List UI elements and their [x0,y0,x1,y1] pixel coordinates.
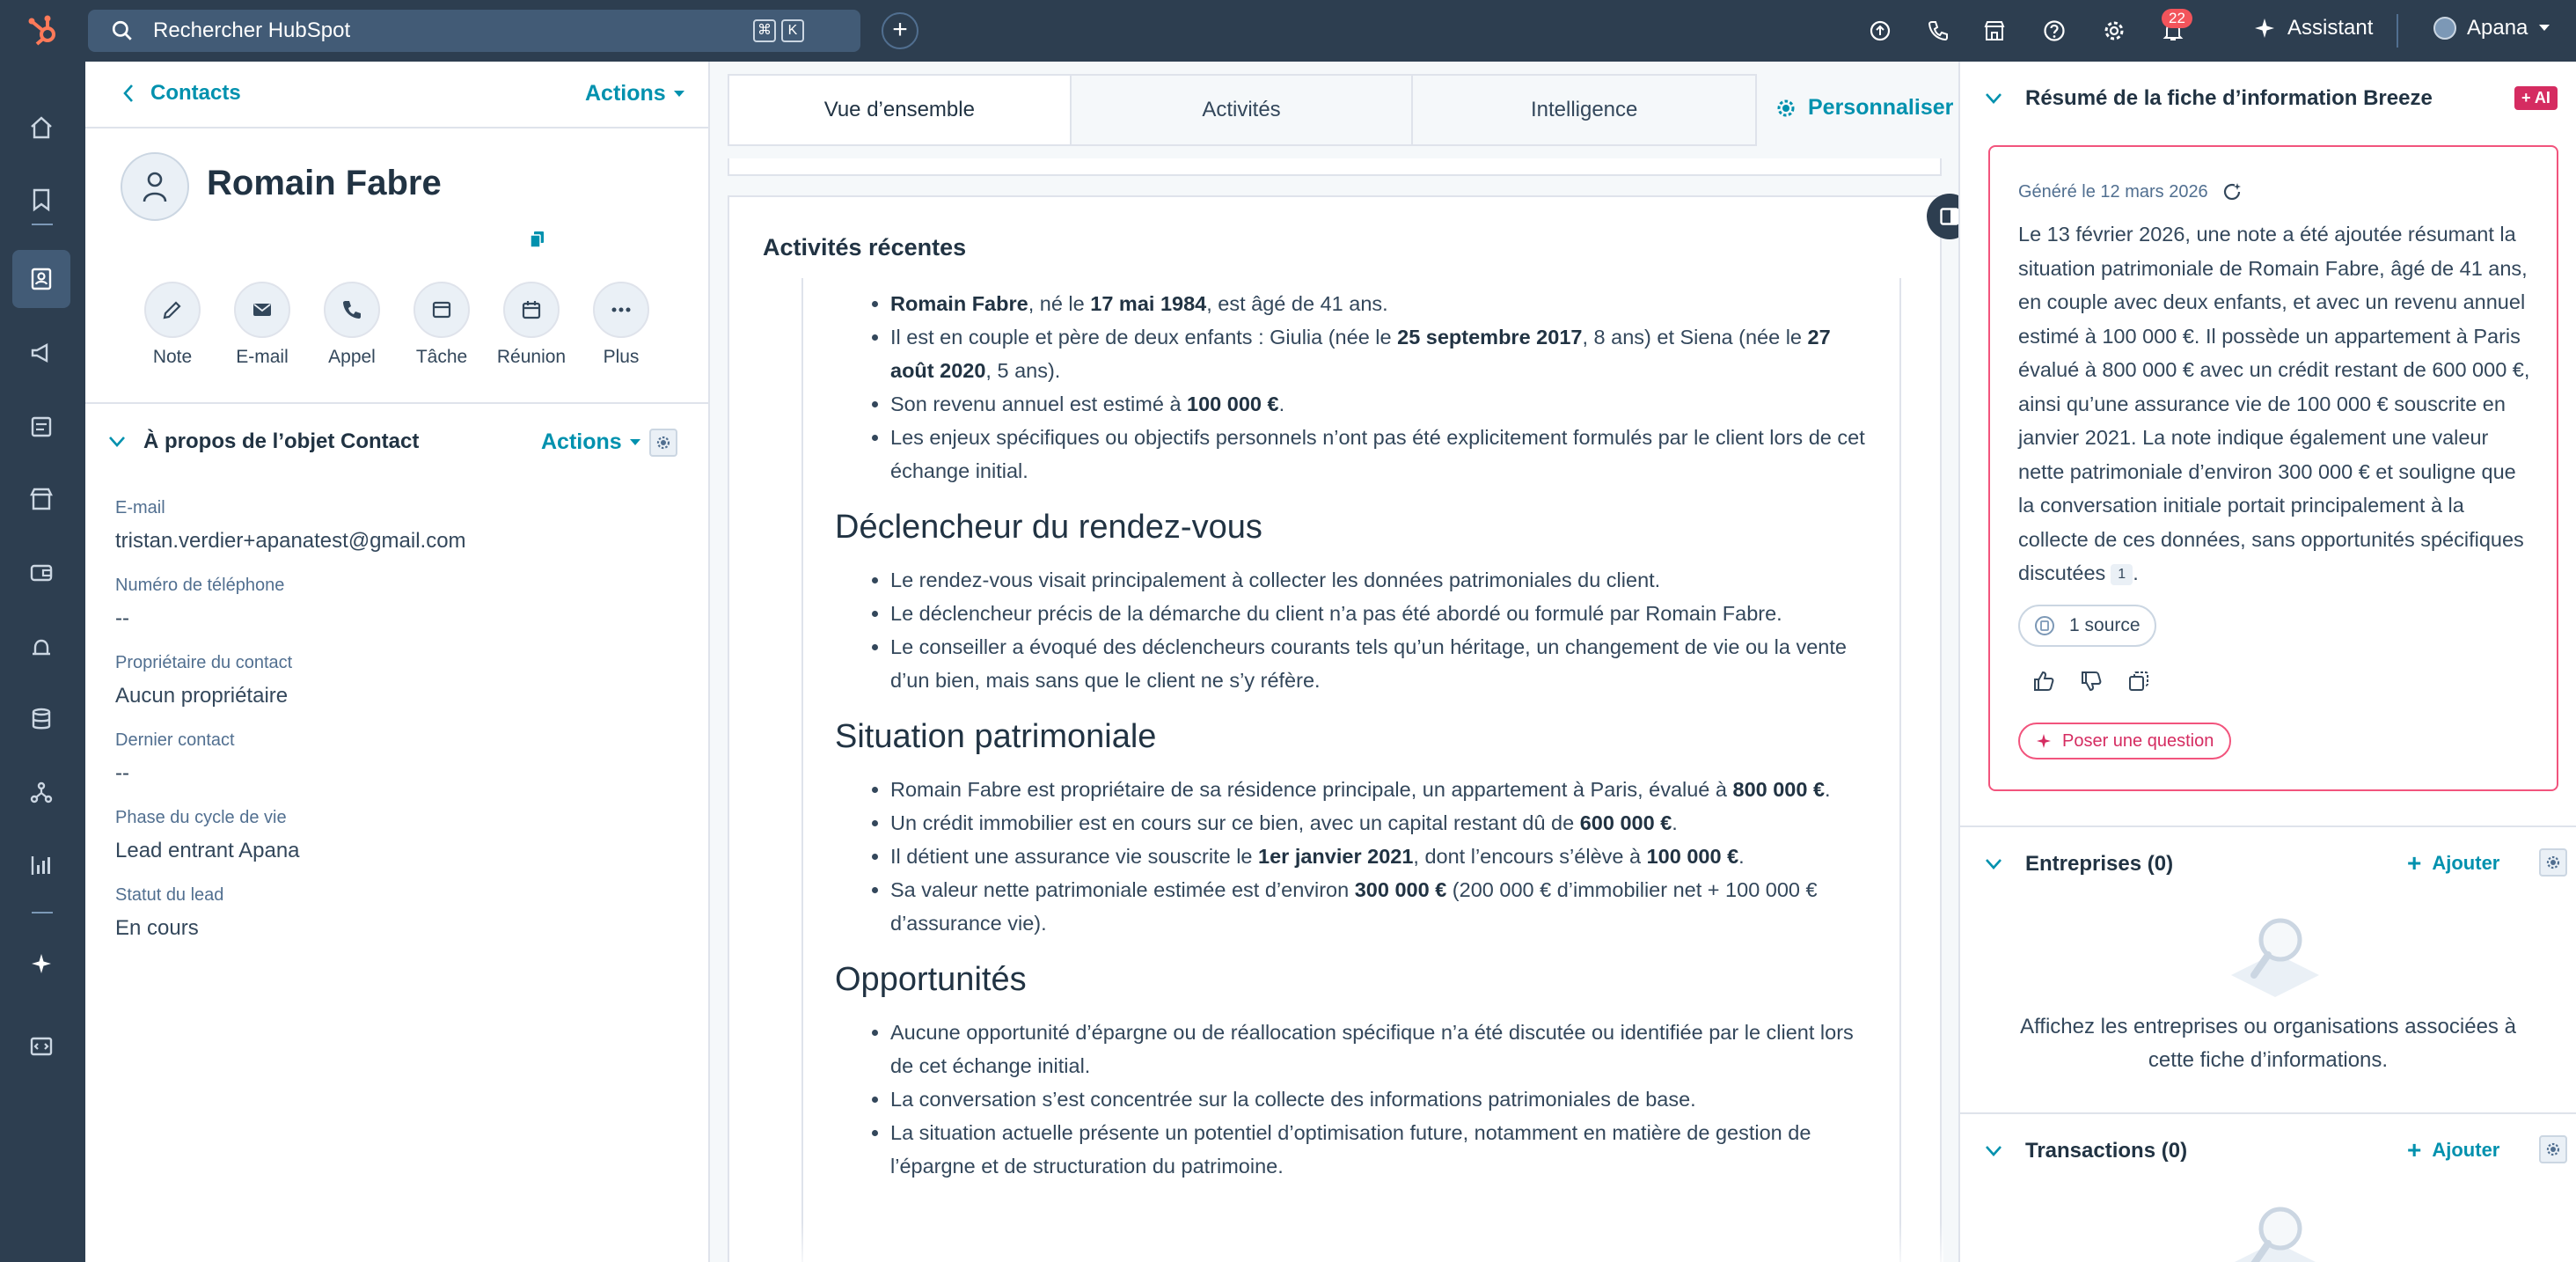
call-action-button[interactable]: Appel [308,282,396,368]
settings-gear-icon[interactable] [2101,18,2127,44]
notification-count-badge: 22 [2162,9,2192,28]
breeze-summary-card [1988,145,2558,791]
nav-reporting-icon[interactable] [12,836,70,894]
plus-icon: + [2407,1136,2422,1163]
nav-bookmarks-icon[interactable] [12,171,70,229]
copy-icon[interactable] [2127,670,2150,693]
sidebar-divider [1960,1112,2576,1114]
more-actions-button[interactable]: Plus [577,282,665,368]
sparkle-icon [2036,733,2052,749]
contact-avatar[interactable] [121,152,189,221]
property-email[interactable]: E-mail tristan.verdier+apanatest@gmail.com [115,498,466,553]
note-content [835,287,1873,1183]
add-deal-button[interactable]: + Ajouter [2407,1136,2500,1163]
list-item: • Le conseiller a évoqué des déclencheurs courants tels qu’un héritage, un changement de vie ou la vente d’un bien, mais sans que le client ne s’y réfère. [890,630,1873,697]
topbar-divider [2397,14,2398,48]
account-menu[interactable]: Apana [2433,16,2550,40]
companies-section-toggle[interactable]: Entreprises (0) [1985,852,2173,877]
thumbs-down-icon[interactable] [2080,670,2103,693]
tab-activities[interactable]: Activités [1072,76,1414,144]
section-heading-trigger: Déclencheur du rendez-vous [835,509,1262,546]
sources-button[interactable]: 1 source [2018,605,2156,647]
property-lead-status[interactable]: Statut du lead En cours [115,885,224,940]
customize-button[interactable]: Personnaliser [1776,95,1953,121]
empty-state-magnifier-icon [2222,905,2328,1002]
nav-automation-icon[interactable] [12,764,70,822]
list-item: • Romain Fabre est propriétaire de sa résidence principale, un appartement à Paris, évalué à 800 000 €. [890,773,1873,806]
left-panel-divider [85,402,710,404]
nav-development-icon[interactable] [12,1017,70,1075]
middle-column [728,74,1954,1262]
chevron-down-icon [2538,24,2550,33]
plus-icon: + [2407,849,2422,877]
nav-breeze-icon[interactable] [12,935,70,993]
list-item: • Le déclencheur précis de la démarche du client n’a pas été abordé ou formulé par Romain Fabre. [890,597,1873,630]
nav-separator [32,912,53,913]
nav-content-icon[interactable] [12,398,70,456]
gear-icon [1776,99,1796,118]
top-navigation-bar [0,0,2576,62]
list-item: • La conversation s’est concentrée sur la collecte des informations patrimoniales de base. [890,1082,1873,1116]
contact-name[interactable]: Romain Fabre [207,164,442,202]
task-icon [431,299,452,320]
source-icon [2034,615,2055,636]
tab-intelligence[interactable]: Intelligence [1530,98,1638,121]
chevron-down-icon [108,436,126,448]
scroll-fade [729,1223,1943,1262]
deals-settings-gear-icon[interactable] [2539,1135,2567,1163]
calling-icon[interactable] [1867,18,1893,44]
thumbs-up-icon[interactable] [2032,670,2055,693]
create-new-button[interactable]: + [882,12,918,49]
caret-down-icon [629,438,641,447]
recent-activities-card [728,195,1942,1262]
about-actions-menu[interactable]: Actions [541,429,641,455]
list-item: • Sa valeur nette patrimoniale estimée est d’environ 300 000 € (200 000 € d’immobilier net + 100 000 € d’assurance vie). [890,873,1873,940]
generated-date: Généré le 12 mars 2026 [2018,180,2243,203]
property-lifecycle-stage[interactable]: Phase du cycle de vie Lead entrant Apana [115,808,300,862]
property-last-contact[interactable]: Dernier contact -- [115,730,235,785]
caret-down-icon [673,90,685,99]
nav-separator [32,224,53,225]
note-action-button[interactable]: Note [128,282,216,368]
list-item: • Un crédit immobilier est en cours sur ce bien, avec un capital restant dû de 600 000 €. [890,806,1873,840]
summary-text: Le 13 février 2026, une note a été ajoutée résumant la situation patrimoniale de Romain Fabre, âgé de 41 ans, en couple avec deux enfants, et avec un revenu annuel estimé à 100 000 €. Il possède un appartement à Paris évalué à 800 000 € avec un crédit restant de 600 000 €, ainsi qu’une assurance vie de 100 000 € souscrite en janvier 2021. La note indique également une valeur nette patrimoniale d’environ 300 000 € et souligne que la conversation initiale portait principalement à la collecte de ces données, sans opportunités spécifiques discutées 1 . [2018,223,2530,584]
note-body [801,278,1901,1262]
hubspot-logo-icon[interactable] [25,12,62,49]
companies-settings-gear-icon[interactable] [2539,848,2567,877]
search-input[interactable] [88,10,860,52]
about-settings-gear-icon[interactable] [649,429,677,457]
envelope-icon [252,301,273,319]
back-to-contacts-link[interactable]: Contacts [122,81,241,106]
nav-commerce-icon[interactable] [12,470,70,528]
right-sidebar [1958,62,2576,1262]
collapsed-card [728,158,1942,176]
contact-left-panel [85,62,710,1262]
record-actions-menu[interactable]: Actions [585,81,685,106]
feedback-icons [2032,670,2150,693]
ai-badge: + AI [2514,86,2558,110]
left-panel-header [85,62,710,128]
search-icon [111,19,134,42]
add-company-button[interactable]: + Ajouter [2407,849,2500,877]
phone-icon[interactable] [1925,18,1951,44]
assistant-button[interactable]: Assistant [2254,16,2373,40]
refresh-sparkle-icon[interactable] [2221,180,2243,203]
list-item: • Romain Fabre, né le 17 mai 1984, est âgé de 41 ans. [890,287,1873,320]
sidebar-divider [1960,825,2576,827]
list-item: • Aucune opportunité d’épargne ou de réallocation spécifique n’a été discutée ou identifiée par le client lors de cet échange initial. [890,1016,1873,1082]
search-placeholder: Rechercher HubSpot [153,18,351,42]
list-item: • Il est en couple et père de deux enfants : Giulia (née le 25 septembre 2017, 8 ans) et Siena (née le 27 août 2020, 5 ans). [890,320,1873,387]
card-title: Activités récentes [763,234,967,260]
record-tabs [728,74,1757,146]
email-action-button[interactable]: E-mail [218,282,306,368]
tab-overview[interactable]: Vue d’ensemble [729,76,1072,144]
quick-actions-bar [85,282,710,370]
list-item: • Son revenu annuel est estimé à 100 000 €. [890,387,1873,421]
list-item: • Il détient une assurance vie souscrite le 1er janvier 2021, dont l’encours s’élève à 100 000 €. [890,840,1873,873]
chevron-down-icon [1985,858,2002,870]
list-item: • Les enjeux spécifiques ou objectifs personnels n’ont pas été explicitement formulés par le client lors de cet échange initial. [890,421,1873,488]
nav-service-icon[interactable] [12,618,70,676]
keyboard-shortcut: ⌘ K [753,19,804,42]
phone-icon [341,299,362,320]
breeze-summary-toggle[interactable]: Résumé de la fiche d’information Breeze [1985,86,2433,111]
meeting-action-button[interactable]: Réunion [487,282,575,368]
pencil-icon [162,299,183,320]
calendar-icon [521,299,542,320]
list-item: • La situation actuelle présente un potentiel d’optimisation future, notamment en matière de gestion de l’épargne et de structuration du patrimoine. [890,1116,1873,1183]
nav-contacts-icon[interactable] [12,250,70,308]
sparkle-icon [2254,18,2275,39]
left-navigation-rail [0,62,85,1262]
citation-badge[interactable]: 1 [2111,564,2133,585]
property-contact-owner[interactable]: Propriétaire du contact Aucun propriétaire [115,653,293,708]
nav-data-management-icon[interactable] [12,690,70,748]
empty-state-magnifier-icon [2222,1193,2328,1262]
marketplace-icon[interactable] [1981,18,2008,44]
about-section-toggle[interactable]: À propos de l’objet Contact [108,429,419,454]
ask-question-button[interactable]: Poser une question [2018,723,2231,759]
nav-home-icon[interactable] [12,99,70,157]
help-icon[interactable] [2041,18,2067,44]
account-avatar [2433,17,2456,40]
companies-empty-text: Affichez les entreprises ou organisations associées à cette fiche d’informations. [2020,1015,2516,1072]
list-item: • Le rendez-vous visait principalement à collecter les données patrimoniales du client. [890,563,1873,597]
ellipsis-icon [611,306,632,313]
section-heading-opportunities: Opportunités [835,961,1027,998]
person-icon [140,170,170,203]
section-heading-situation: Situation patrimoniale [835,718,1157,755]
property-phone[interactable]: Numéro de téléphone -- [115,576,285,630]
chevron-down-icon [1985,92,2002,105]
nav-sales-icon[interactable] [12,544,70,602]
nav-marketing-icon[interactable] [12,324,70,382]
task-action-button[interactable]: Tâche [398,282,486,368]
chevron-down-icon [1985,1145,2002,1157]
chevron-left-icon [122,84,135,103]
deals-section-toggle[interactable]: Transactions (0) [1985,1139,2187,1163]
copy-icon[interactable] [530,231,545,253]
